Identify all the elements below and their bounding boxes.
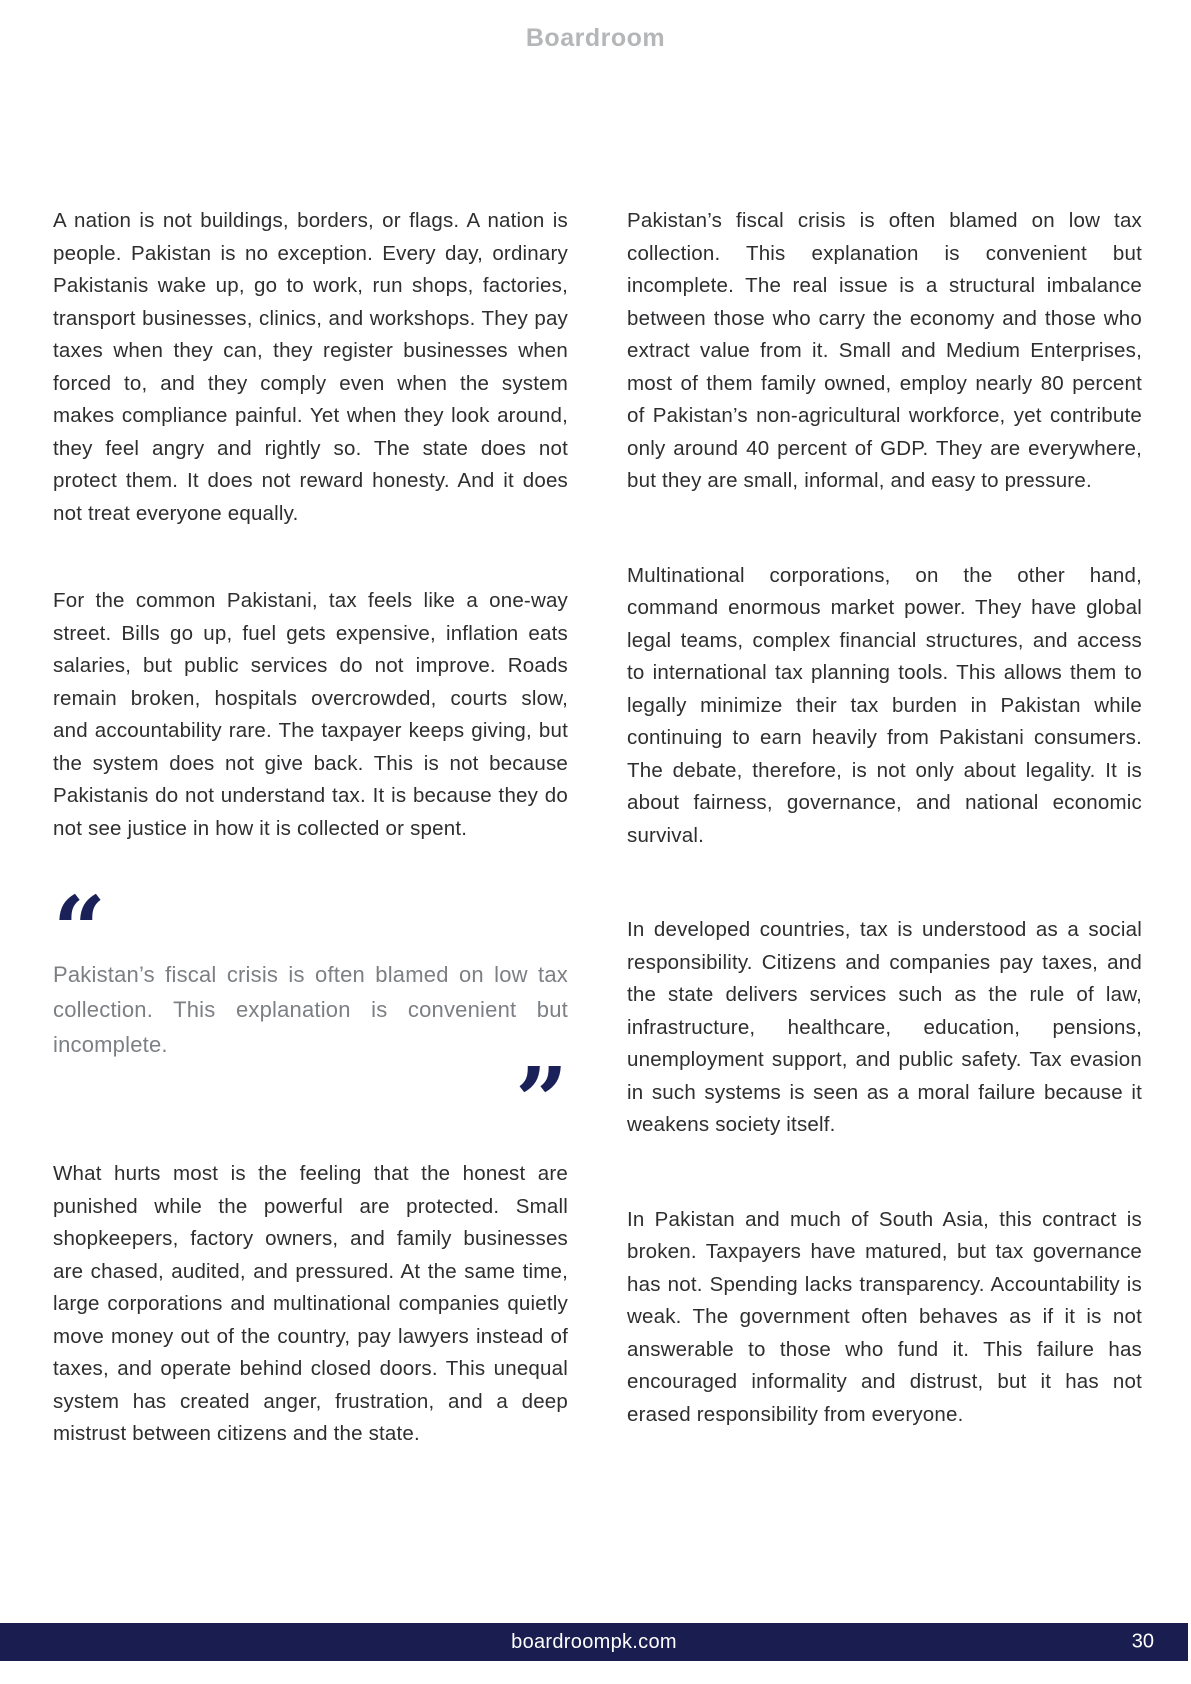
article-paragraph: Multinational corporations, on the other hand, command enormous market power. They have global legal teams, complex financial structures, and access to international tax planning tools. This allows them to legally minimize their tax burden in Pakistan while continuing to earn heavily from Pakistani consumers. The debate, therefore, is not only about legality. It is about fairness, governance, and national economic survival. [627, 563, 1142, 847]
footer-page-number: 30 [1131, 1630, 1154, 1653]
footer-bar [0, 1623, 1188, 1661]
pull-quote-text: Pakistan’s fiscal crisis is often blamed on low tax collection. This explanation is convenient but incomplete. [53, 962, 568, 1057]
close-quote-icon: ” [515, 1047, 568, 1155]
pull-quote [53, 876, 568, 1155]
article-paragraph: In Pakistan and much of South Asia, this contract is broken. Taxpayers have matured, but tax governance has not. Spending lacks transparency. Accountability is weak. The government often behaves as if it is not answerable to those who fund it. This failure has encouraged informality and distrust, but it has not erased responsibility from everyone. [627, 1207, 1142, 1426]
footer-website: boardroompk.com [511, 1630, 677, 1653]
article-paragraph: What hurts most is the feeling that the honest are punished while the powerful are protected. Small shopkeepers, factory owners, and family businesses are chased, audited, and pressured. At the same time, large corporations and multinational companies quietly move money out of the country, pay lawyers instead of taxes, and operate behind closed doors. This unequal system has created anger, frustration, and a deep mistrust between citizens and the state. [53, 1162, 568, 1445]
article-paragraph: In developed countries, tax is understood as a social responsibility. Citizens and companies pay taxes, and the state delivers services such as the rule of law, infrastructure, healthcare, education, pensions, unemployment support, and public safety. Tax evasion in such systems is seen as a moral failure because it weakens society itself. [627, 918, 1142, 1136]
open-quote-icon: “ [53, 876, 106, 984]
article-paragraph: A nation is not buildings, borders, or flags. A nation is people. Pakistan is no exception. Every day, ordinary Pakistanis wake up, go to work, run shops, factories, transport businesses, clinics, and workshops. They pay taxes when they can, they register businesses when forced to, and they comply even when the system makes compliance painful. Yet when they look around, they feel angry and rightly so. The state does not protect them. It does not reward honesty. And it does not treat everyone equally. [53, 209, 568, 525]
article-body [0, 205, 1191, 1451]
article-paragraph: Pakistan’s fiscal crisis is often blamed on low tax collection. This explanation is convenient but incomplete. The real issue is a structural imbalance between those who carry the economy and those who extract value from it. Small and Medium Enterprises, most of them family owned, employ nearly 80 percent of Pakistan’s non-agricultural workforce, yet contribute only around 40 percent of GDP. They are everywhere, but they are small, informal, and easy to pressure. [627, 209, 1142, 492]
left-column [53, 205, 568, 1451]
article-paragraph: For the common Pakistani, tax feels like a one-way street. Bills go up, fuel gets expensive, inflation eats salaries, but public services do not improve. Roads remain broken, hospitals overcrowded, courts slow, and accountability rare. The taxpayer keeps giving, but the system does not give back. This is not because Pakistanis do not understand tax. It is because they do not see justice in how it is collected or spent. [53, 589, 568, 840]
right-column [627, 205, 1142, 1451]
masthead-title: Boardroom [525, 24, 666, 52]
masthead [0, 0, 1191, 53]
